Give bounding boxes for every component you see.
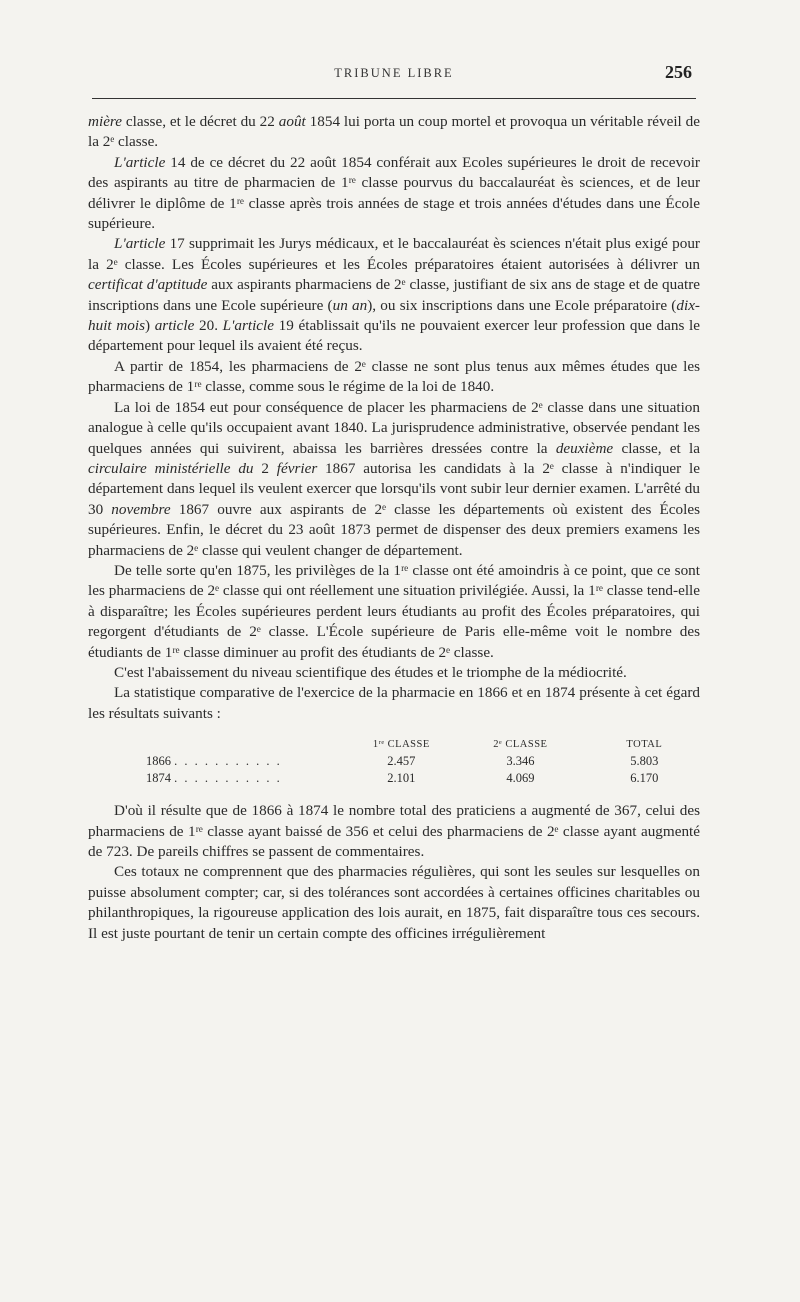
paragraph-8: La statistique comparative de l'exercice de la pharmacie en 1866 et en 1874 présente à cet égard les résultats suivants : (88, 684, 700, 722)
table-cell: 6.170 (630, 771, 659, 786)
body-text (88, 112, 700, 944)
table-cell-year: 1866 . . . . . . . . . . . (146, 754, 282, 769)
header-rule (92, 98, 696, 99)
paragraph-4: A partir de 1854, les pharmaciens de 2ᵉ classe ne sont plus tenus aux mêmes études que les pharmaciens de 1ʳᵉ classe, comme sous le régime de la loi de 1840. (88, 357, 700, 396)
table-cell-year: 1874 . . . . . . . . . . . (146, 771, 282, 786)
table-row (88, 770, 700, 787)
running-title: TRIBUNE LIBRE (334, 66, 454, 80)
table-cell: 3.346 (506, 754, 535, 769)
paragraph-2: L'article 14 de ce décret du 22 août 1854 conférait aux Ecoles supérieures le droit de recevoir des aspirants au titre de pharmacien de 1ʳᵉ classe pourvus du baccalauréat ès sciences, et de leur délivrer le diplôme de 1ʳᵉ classe après trois années de stage et trois années d'études dans une École supérieure. (88, 153, 700, 233)
table-header-blank (88, 736, 351, 753)
table-row (88, 753, 700, 770)
paragraph-3: L'article 17 supprimait les Jurys médicaux, et le baccalauréat ès sciences n'était plus exigé pour la 2ᵉ classe. Les Écoles supérieures et les Écoles préparatoires étaient autorisées à délivrer un certificat d'aptitude aux aspirants pharmaciens de 2ᵉ classe, justifiant de six ans de stage et de quatre inscriptions dans une Ecole supérieure (un an), ou six inscriptions dans une Ecole préparatoire (dix-huit mois) article 20. L'article 19 établissait qu'ils ne pouvaient exercer leur profession que dans le département pour lequel ils avaient été reçus. (88, 235, 700, 355)
paragraph-10: Ces totaux ne comprennent que des pharmacies régulières, qui sont les seules sur lesquelles on puisse absolument compter; car, si des tolérances sont accordées à certaines officines charitables ou philanthropiques, la rigoureuse application des lois aurait, en 1875, fait disparaître tous ces secours. Il est juste pourtant de tenir un certain compte des officines irrégulièrement (88, 863, 700, 942)
table-cell: 5.803 (630, 754, 659, 769)
paragraph-7: C'est l'abaissement du niveau scientifique des études et le triomphe de la médiocrité. (114, 663, 627, 681)
paragraph-9: D'où il résulte que de 1866 à 1874 le nombre total des praticiens a augmenté de 367, celui des pharmaciens de 1ʳᵉ classe ayant baissé de 356 et celui des pharmaciens de 2ᵉ classe ayant augmenté de 723. De pareils chiffres se passent de commentaires. (88, 802, 700, 860)
statistics-table (88, 736, 700, 787)
table-header-cell: 2ᵉ CLASSE (493, 739, 548, 751)
page-header (92, 60, 696, 96)
table-cell: 2.457 (387, 754, 416, 769)
paragraph-6: De telle sorte qu'en 1875, les privilèges de la 1ʳᵉ classe ont été amoindris à ce point, que ce sont les pharmaciens de 2ᵉ classe qui ont réellement une situation privilégiée. Aussi, la 1ʳᵉ classe tend-elle à disparaître; les Écoles supérieures perdent leurs étudiants au profit des Écoles préparatoires, qui regorgent d'étudiants de 2ᵉ classe. L'École supérieure de Paris elle-même voit le nombre des étudiants de 1ʳᵉ classe diminuer au profit des étudiants de 2ᵉ classe. (88, 561, 700, 661)
paragraph-5: La loi de 1854 eut pour conséquence de placer les pharmaciens de 2ᵉ classe dans une situation analogue à celle qu'ils occupaient avant 1840. La jurisprudence administrative, observée pendant les quelques années qui suivirent, abaissa les barrières dressées contre la deuxième classe, et la circulaire ministérielle du 2 février 1867 autorisa les candidats à la 2ᵉ classe à n'indiquer le département dans lequel ils veulent exercer que lorsqu'ils vont subir leur dernier examen. L'arrêté du 30 novembre 1867 ouvre aux aspirants de 2ᵉ classe les départements où existent des Écoles supérieures. Enfin, le décret du 23 août 1873 permet de dispenser des deux premiers examens les pharmaciens de 2ᵉ classe qui veulent changer de département. (88, 398, 701, 559)
table-cell: 2.101 (387, 771, 416, 786)
page-number: 256 (665, 62, 692, 82)
table-header-cell: 1ʳᵉ CLASSE (372, 739, 430, 751)
paragraph-1: mière classe, et le décret du 22 août 1854 lui porta un coup mortel et provoqua un véritable réveil de la 2ᵉ classe. (88, 113, 701, 151)
table-cell: 4.069 (506, 771, 535, 786)
table-header-row (88, 736, 700, 753)
table-header-cell: TOTAL (626, 739, 663, 751)
